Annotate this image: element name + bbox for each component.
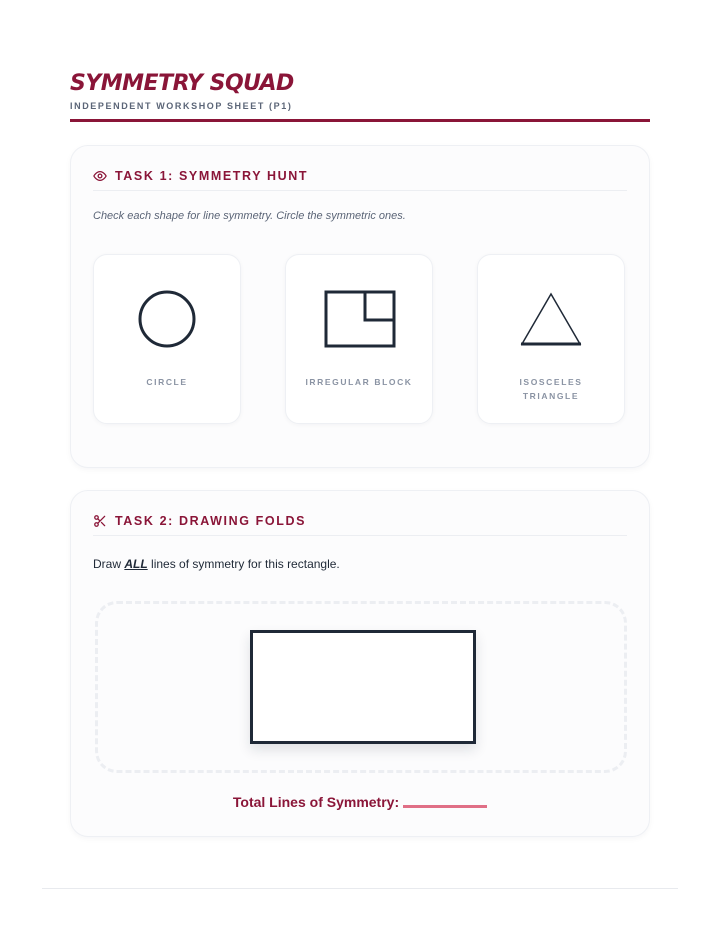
task2-card — [70, 490, 650, 837]
footer-divider — [42, 888, 678, 889]
circle-shape-icon — [94, 255, 240, 365]
shape-card-circle[interactable] — [93, 254, 241, 424]
header-divider — [70, 119, 650, 122]
worksheet-header — [70, 70, 650, 111]
total-lines-answer — [71, 794, 649, 810]
task1-header — [93, 168, 627, 191]
scissors-icon — [93, 514, 107, 528]
task1-instruction: Check each shape for line symmetry. Circle the symmetric ones. — [93, 210, 406, 222]
page-title: SYMMETRY SQUAD — [70, 71, 294, 96]
total-lines-label: Total Lines of Symmetry: — [232, 794, 400, 810]
task1-title: TASK 1: SYMMETRY HUNT — [115, 169, 309, 183]
page-subtitle: INDEPENDENT WORKSHOP SHEET (P1) — [70, 101, 293, 111]
answer-blank[interactable] — [403, 805, 487, 808]
shape-label: IRREGULAR BLOCK — [305, 377, 413, 387]
drawing-area[interactable] — [95, 601, 627, 773]
shape-card-irregular-block[interactable] — [285, 254, 433, 424]
task2-title: TASK 2: DRAWING FOLDS — [115, 514, 307, 528]
task1-card — [70, 145, 650, 468]
instruction-emphasis: ALL — [124, 557, 148, 571]
shape-card-isosceles-triangle[interactable] — [477, 254, 625, 424]
triangle-shape-icon — [478, 255, 624, 365]
instruction-text: lines of symmetry for this rectangle. — [151, 557, 340, 571]
task2-header — [93, 513, 627, 536]
rectangle-shape[interactable] — [250, 630, 476, 744]
shape-label: CIRCLE — [146, 377, 188, 387]
eye-icon — [93, 169, 107, 183]
task2-instruction — [93, 557, 340, 571]
shape-label: ISOSCELES TRIANGLE — [519, 377, 583, 401]
irregular-block-shape-icon — [286, 255, 432, 365]
instruction-text: Draw — [93, 557, 122, 571]
